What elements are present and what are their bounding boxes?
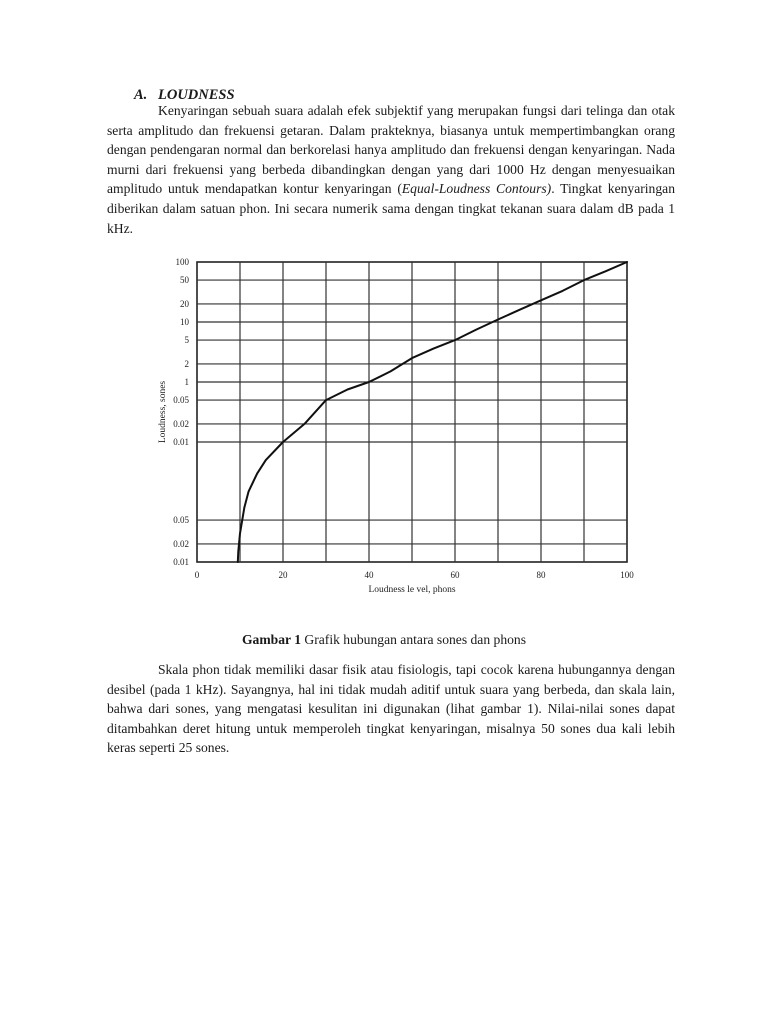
section-title: LOUDNESS (158, 87, 235, 103)
y-tick-label: 20 (180, 298, 189, 309)
y-tick-label: 0.01 (173, 557, 189, 567)
x-tick-label: 60 (450, 570, 460, 580)
loudness-chart (140, 250, 650, 600)
section-number: A. (134, 87, 148, 103)
figure-caption (0, 632, 768, 648)
figure-caption-text: Grafik hubungan antara sones dan phons (301, 632, 527, 647)
y-tick-label: 0.02 (173, 538, 189, 549)
intro-paragraph (107, 101, 675, 238)
y-tick-label: 0.05 (173, 395, 189, 406)
y-tick-label: 2 (184, 358, 189, 369)
x-tick-label: 0 (194, 570, 200, 580)
y-tick-label: 0.05 (173, 515, 189, 526)
x-tick-label: 40 (364, 570, 374, 580)
y-tick-label: 1 (184, 377, 189, 387)
intro-paragraph-text-2: . Tingkat kenyaringan diberikan dalam satuan phon. Ini secara numerik sama dengan tingkat tekanan suara dalam dB pada 1 kHz. (107, 181, 675, 236)
y-tick-label: 5 (184, 335, 189, 346)
second-paragraph (107, 660, 675, 758)
x-tick-label: 100 (620, 570, 634, 580)
x-tick-label: 20 (278, 570, 288, 580)
y-axis-label: Loudness, sones (158, 380, 168, 444)
y-tick-label: 0.01 (173, 437, 189, 447)
intro-paragraph-italic-term: Equal-Loudness Contours) (401, 181, 552, 197)
y-tick-label: 100 (175, 257, 189, 267)
intro-paragraph-text-1: Kenyaringan sebuah suara adalah efek subjektif yang merupakan fungsi dari telinga dan otak serta amplitudo dan frekuensi getaran. Dalam prakteknya, biasanya untuk mempertimbangkan orang dengan pendengaran normal dan berkorelasi hanya amplitudo dan frekuensi dengan kenyaringan. Nada murni dari frekuensi yang berbeda dibandingkan dengan yang dari 1000 Hz dengan menyesuaikan amplitudo untuk mendapatkan kontur kenyaringan ( (107, 103, 675, 197)
y-tick-label: 0.02 (173, 418, 189, 429)
y-tick-label: 50 (180, 275, 189, 286)
x-axis-label: Loudness le vel, phons (368, 585, 456, 595)
figure-caption-label: Gambar 1 (241, 632, 302, 647)
second-paragraph-text: Skala phon tidak memiliki dasar fisik atau fisiologis, tapi cocok karena hubungannya dengan desibel (pada 1 kHz). Sayangnya, hal ini tidak mudah aditif untuk suara yang berbeda, dan skala lain, bahwa dari sones, yang mengatasi kesulitan ini digunakan (lihat gambar 1). Nilai-nilai sones dapat ditambahkan deret hitung untuk memperoleh tingkat kenyaringan, misalnya 50 sones dua kali lebih keras seperti 25 sones. (107, 662, 675, 756)
loudness-chart-svg (140, 250, 650, 600)
y-tick-label: 10 (180, 317, 189, 327)
x-tick-label: 80 (536, 570, 546, 580)
